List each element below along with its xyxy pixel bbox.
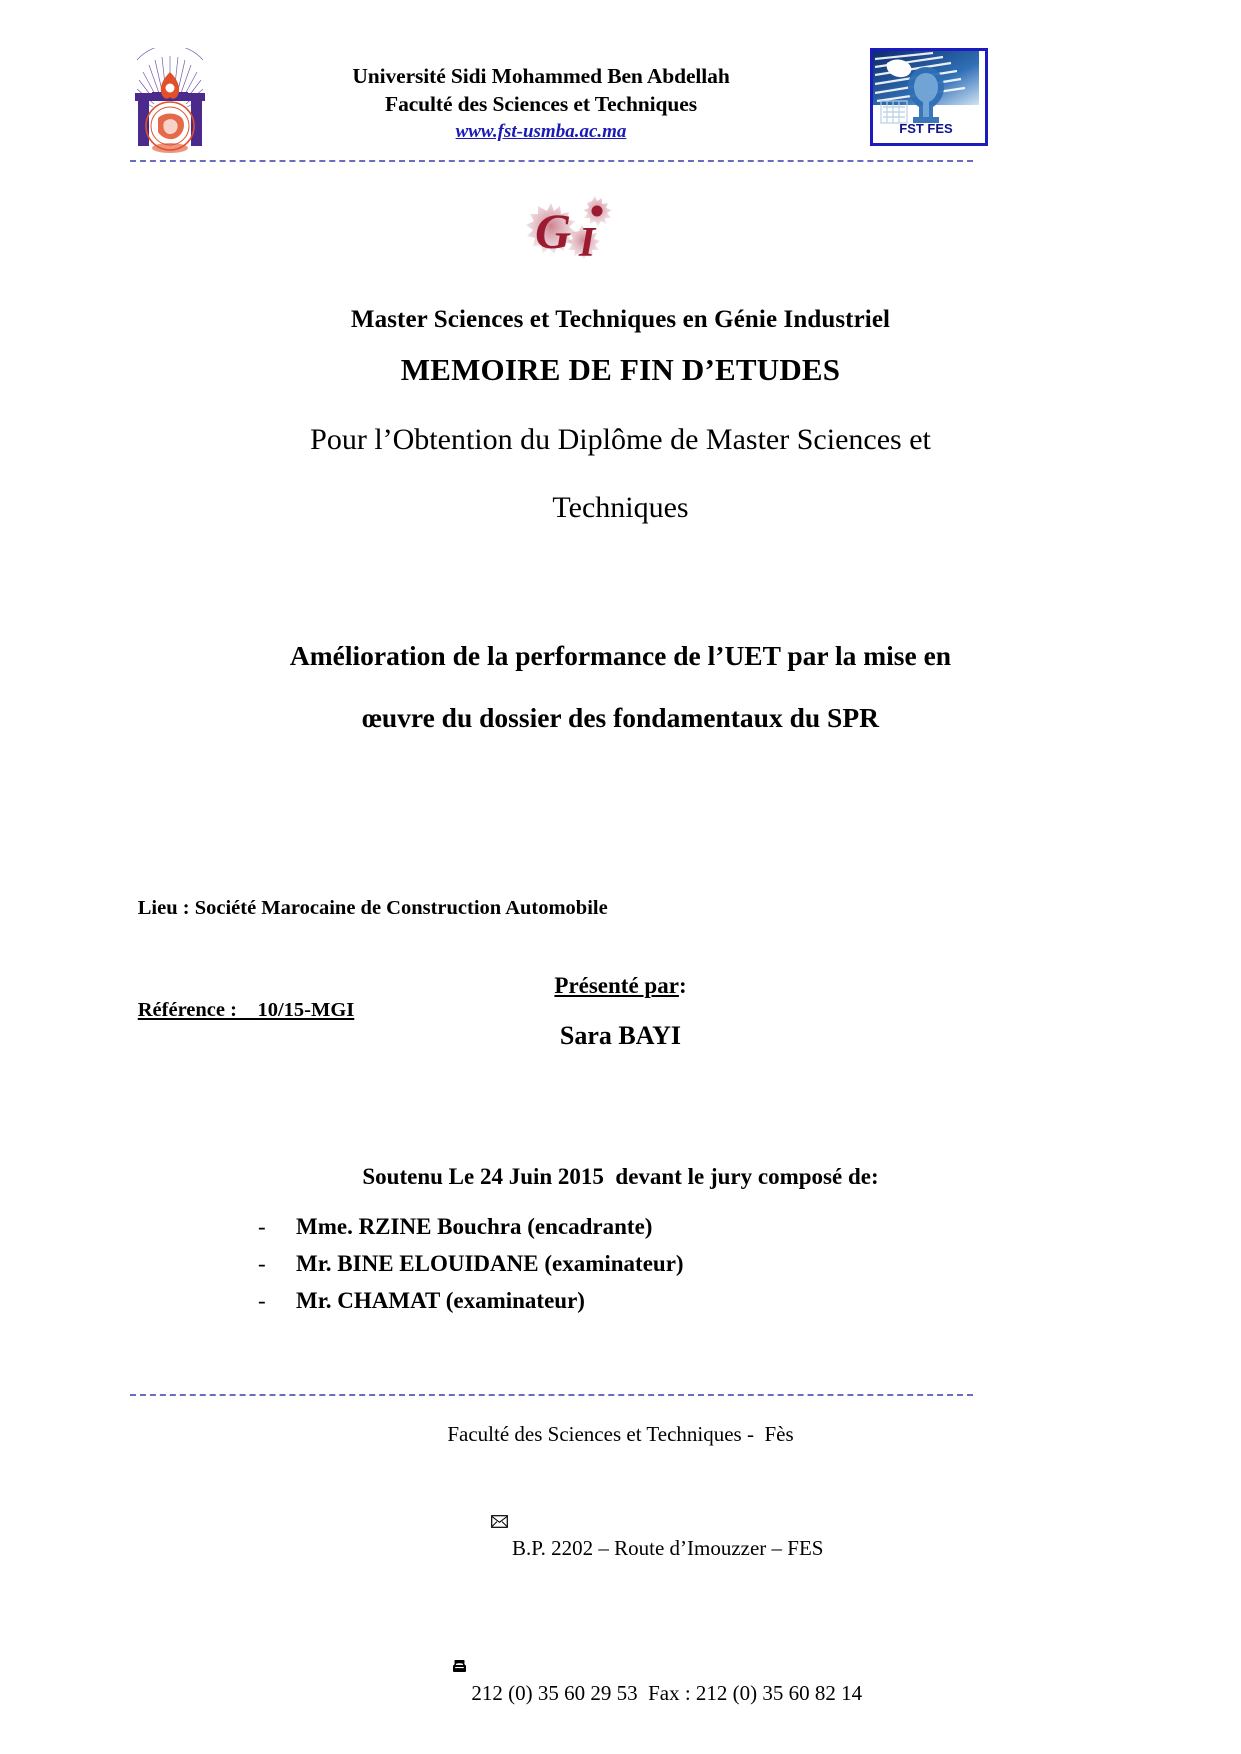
defense-line: Soutenu Le 24 Juin 2015 devant le jury composé de: (362, 1164, 879, 1189)
gi-logo-letter-g: G (534, 203, 572, 259)
degree-purpose-text: Pour l’Obtention du Diplôme de Master Sciences et Techniques (310, 423, 931, 524)
list-bullet: - (258, 1251, 266, 1276)
thesis-title-line-1: Amélioration de la performance de l’UET par la mise en (289, 640, 952, 671)
page-footer (0, 1420, 1241, 1739)
jury-member-name: Mr. BINE ELOUIDANE (examinateur) (296, 1251, 684, 1276)
faculty-website-link[interactable]: www.fst-usmba.ac.ma (455, 121, 627, 142)
lieu-row (107, 857, 608, 959)
program-master-line: Master Sciences et Techniques en Génie Industriel (350, 306, 891, 333)
header-titles (212, 48, 870, 146)
author-name: Sara BAYI (559, 1021, 682, 1050)
usmba-university-seal-icon (128, 48, 212, 154)
gi-logo-letter-i: I (578, 220, 596, 266)
list-item (258, 1245, 958, 1282)
jury-member-name: Mme. RZINE Bouchra (encadrante) (296, 1214, 653, 1239)
university-name: Université Sidi Mohammed Ben Abdellah (352, 64, 730, 88)
presented-by-label: Présenté par (554, 973, 679, 998)
reference-value: 10/15-MGI (257, 999, 355, 1021)
degree-purpose-line (0, 406, 1241, 542)
lieu-label: Lieu : (137, 897, 190, 919)
footer-address-row (0, 1449, 1241, 1594)
faculty-name: Faculté des Sciences et Techniques (385, 92, 697, 116)
list-bullet: - (258, 1214, 266, 1239)
envelope-icon (449, 1478, 508, 1565)
telephone-icon (410, 1623, 467, 1710)
list-item (258, 1208, 958, 1245)
thesis-title-line-2: œuvre du dossier des fondamentaux du SPR (361, 702, 879, 733)
fst-fes-logo-icon (870, 48, 988, 146)
footer-institution: Faculté des Sciences et Techniques - Fès (447, 1422, 794, 1446)
header-divider (130, 160, 973, 162)
reference-label: Référence : (137, 999, 237, 1021)
fst-fes-logo-caption: FST FES (899, 121, 953, 136)
footer-phone-text: 212 (0) 35 60 29 53 Fax : 212 (0) 35 60 82 14 (471, 1681, 863, 1705)
list-bullet: - (258, 1288, 266, 1313)
jury-list (258, 1208, 958, 1319)
presented-by-colon: : (678, 973, 687, 998)
jury-member-name: Mr. CHAMAT (examinateur) (296, 1288, 585, 1313)
thesis-title (0, 625, 1241, 749)
presented-by-line (0, 973, 1241, 999)
document-type-title: MEMOIRE DE FIN D’ETUDES (400, 352, 841, 387)
footer-divider (130, 1394, 973, 1396)
list-item (258, 1282, 958, 1319)
footer-address-text: B.P. 2202 – Route d’Imouzzer – FES (512, 1536, 824, 1560)
lieu-value: Société Marocaine de Construction Automobile (194, 897, 608, 919)
footer-phone-row (0, 1594, 1241, 1739)
genie-industriel-logo-icon (513, 193, 621, 279)
page-header (128, 48, 988, 160)
